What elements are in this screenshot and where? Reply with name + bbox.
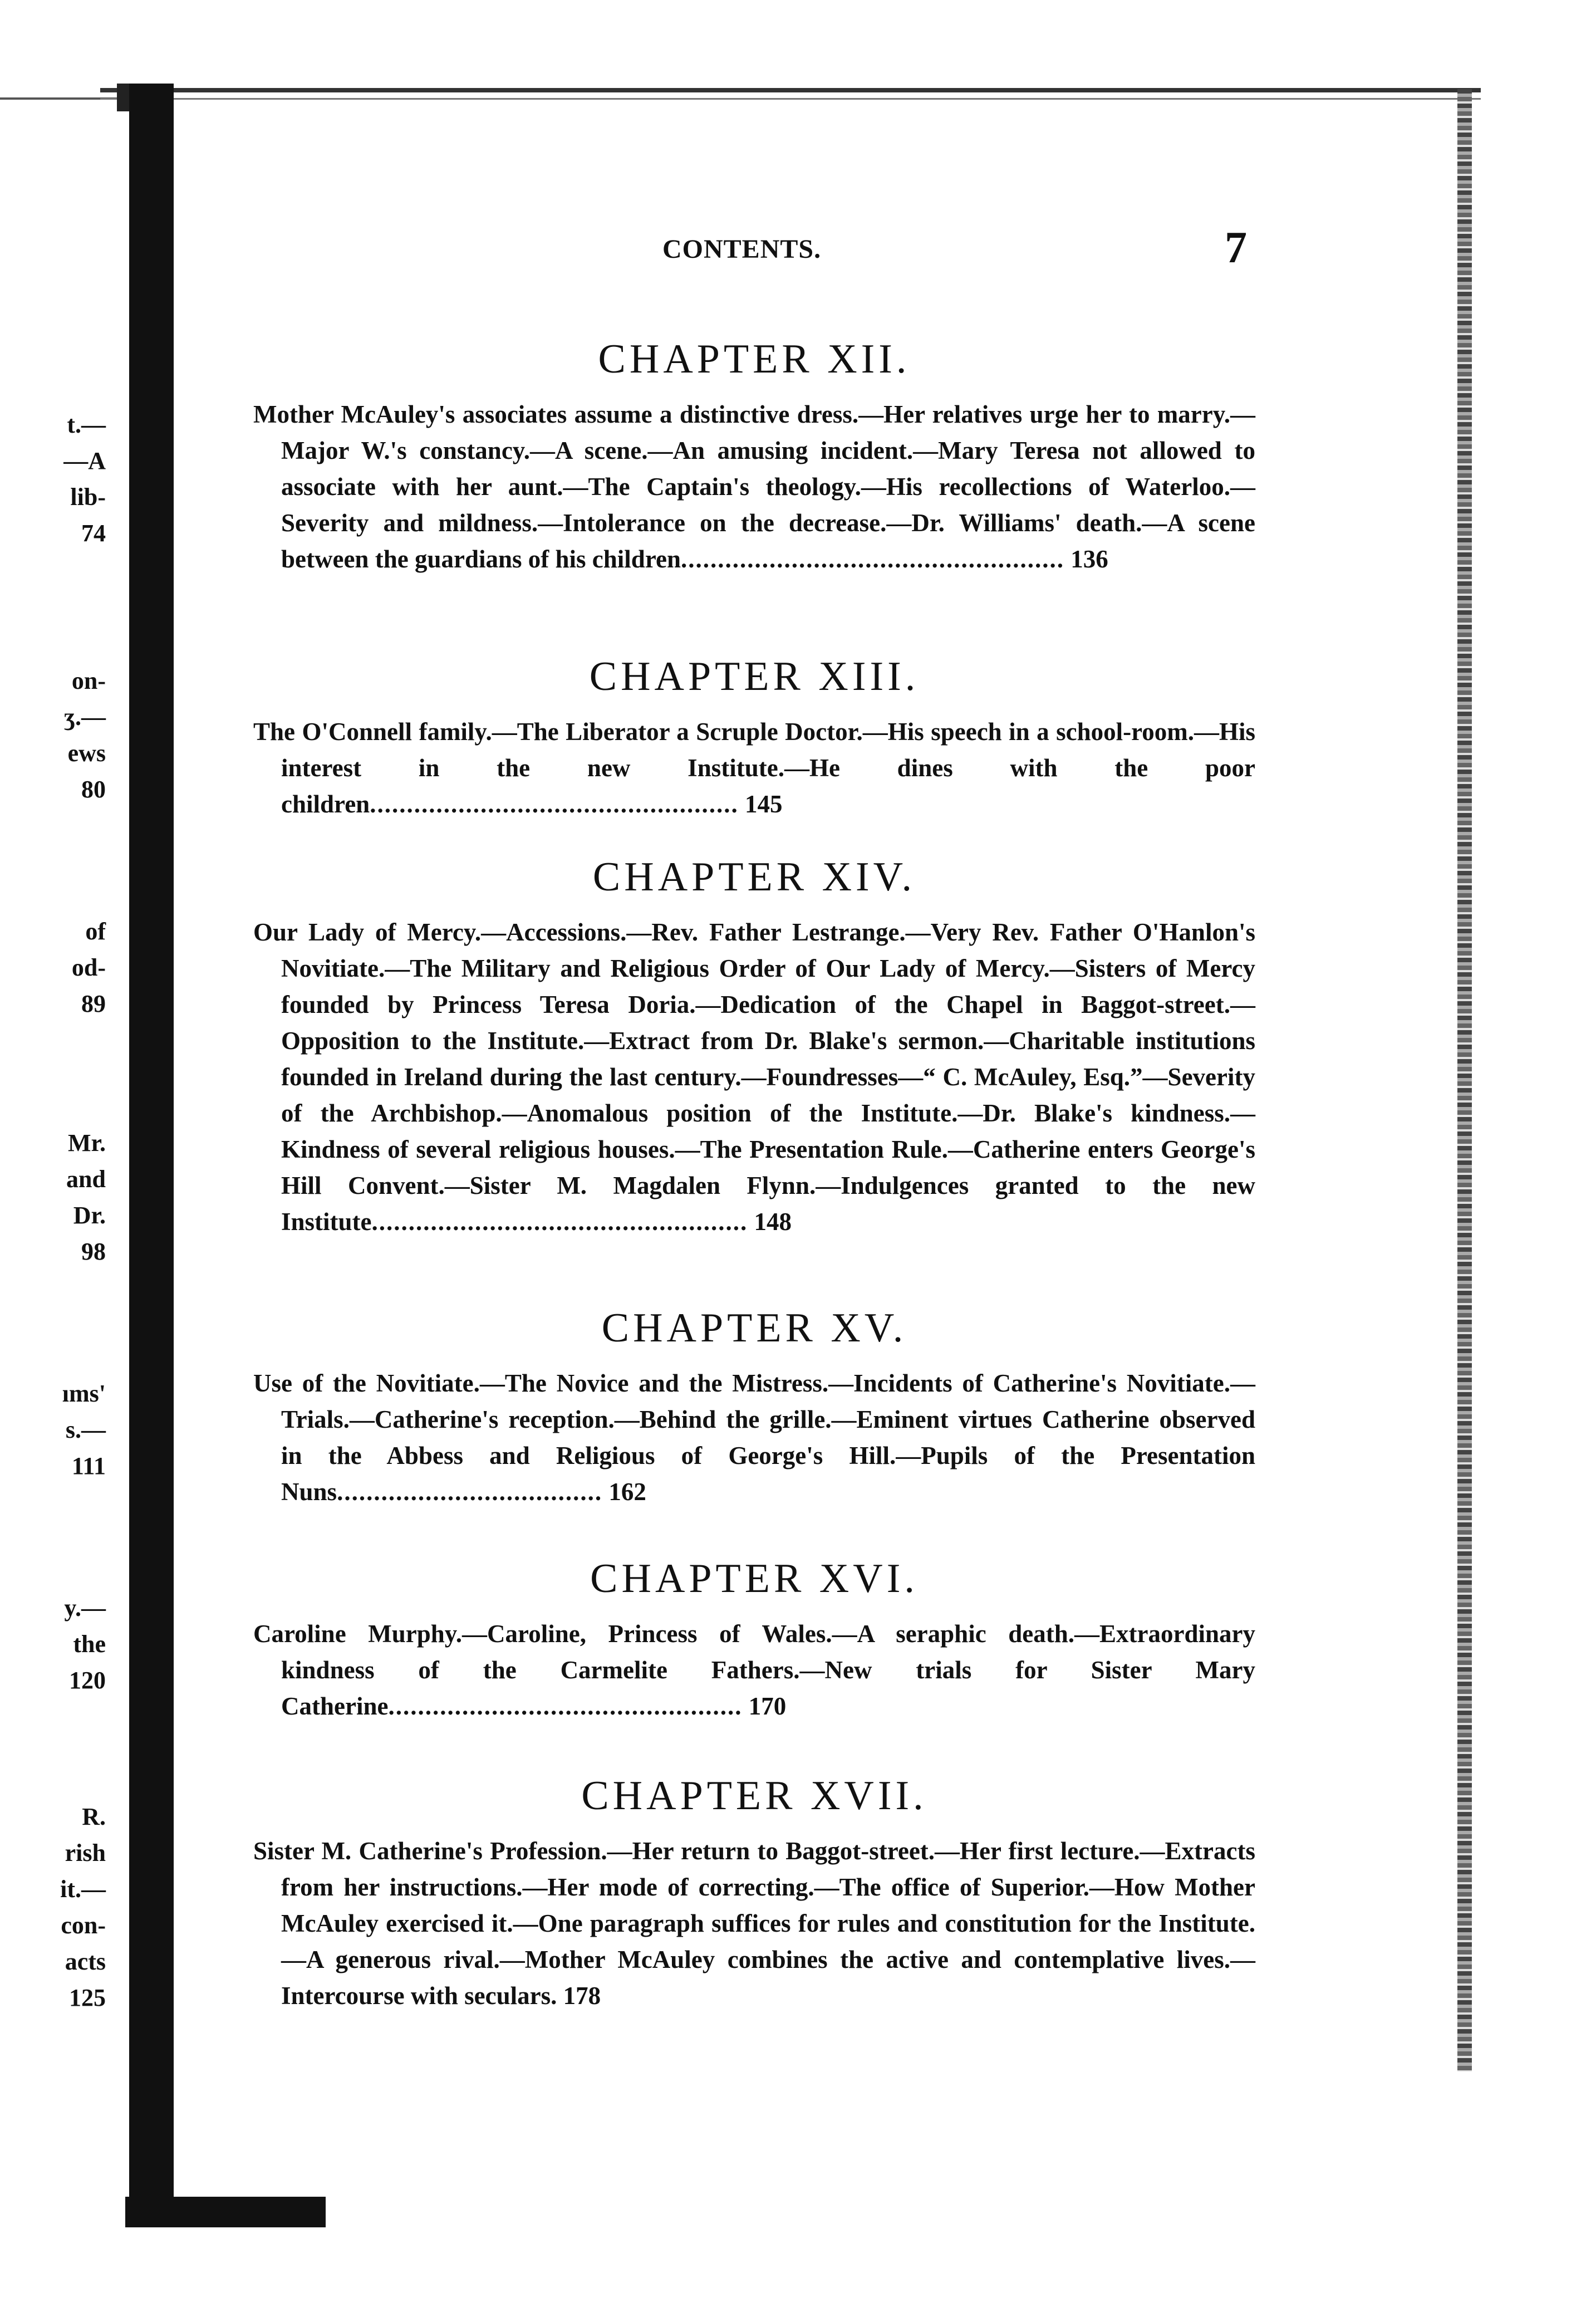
contents-entry-xiii [253,651,1255,822]
page-ref: 145 [744,790,783,818]
chapter-summary: The O'Connell family.—The Liberator a Scruple Doctor.—His speech in a school-room.—His interest in the new Institute.—He dines with the poor children.................................................. 145 [253,718,1255,818]
page-ref: 170 [748,1692,787,1720]
fragment: od- [71,954,106,981]
top-rule [100,88,1481,92]
chapter-heading: CHAPTER XIII. [589,654,920,699]
chapter-heading: CHAPTER XIV. [592,854,916,900]
book-spine-bar [129,84,174,2216]
chapter-heading: CHAPTER XII. [598,336,911,382]
chapter-heading: CHAPTER XVI. [590,1556,919,1601]
fragment: ʒ.— [63,703,106,731]
fragment: ıms' [62,1380,106,1407]
contents-entry-xv [253,1303,1255,1510]
chapter-summary: Sister M. Catherine's Profession.—Her return to Baggot-street.—Her first lecture.—Extracts from her instructions.—Her mode of correcting.—The office of Superior.—How Mother McAuley exercised it.—One paragraph suffices for rules and constitution for the Institute.—A generous rival.—Mother McAuley combines the active and contemplative lives.—Intercourse with seculars. 178 [253,1837,1255,2010]
fragment: R. [82,1803,106,1830]
fragment: on- [71,667,106,694]
fragment: 89 [81,990,106,1017]
chapter-heading: CHAPTER XVII. [581,1773,927,1819]
running-title: CONTENTS. [662,234,822,264]
fragment: 111 [71,1452,106,1480]
chapter-summary: Mother McAuley's associates assume a distinctive dress.—Her relatives urge her to marry.—Major W.'s constancy.—A scene.—An amusing incident.—Mary Teresa not allowed to associate with her aunt.—The Captain's theology.—His recollections of Waterloo.—Severity and mildness.—Intolerance on the decrease.—Dr. Williams' death.—A scene between the guardians of his children.................................................... 136 [253,400,1255,573]
page-ref: 162 [608,1478,646,1506]
fragment: ews [67,739,106,767]
fragment: —A [63,447,106,474]
fragment: 74 [81,520,106,547]
fragment: s.— [65,1416,106,1443]
fragment: 98 [81,1238,106,1265]
fragment: of [85,918,106,945]
fragment: Mr. [67,1129,106,1157]
page-ref: 178 [563,1982,601,2010]
fragment: con- [61,1912,106,1939]
chapter-summary: Use of the Novitiate.—The Novice and the Mistress.—Incidents of Catherine's Novitiate.—Trials.—Catherine's reception.—Behind the grille.—Eminent virtues Catherine observed in the Abbess and Religious of George's Hill.—Pupils of the Presentation Nuns.................................... 162 [253,1369,1255,1506]
fragment: rish [65,1839,106,1867]
fragment: acts [65,1948,106,1975]
fragment: t.— [67,411,106,438]
chapter-heading: CHAPTER XV. [601,1305,907,1351]
fragment: Dr. [73,1202,106,1229]
contents-entry-xvi [253,1554,1255,1725]
chapter-summary: Our Lady of Mercy.—Accessions.—Rev. Father Lestrange.—Very Rev. Father O'Hanlon's Novitiate.—The Military and Religious Order of Our Lady of Mercy.—Sisters of Mercy founded by Princess Teresa Doria.—Dedication of the Chapel in Baggot-street.—Opposition to the Institute.—Extract from Dr. Blake's sermon.—Charitable institutions founded in Ireland during the last century.—Foundresses—“ C. McAuley, Esq.”—Severity of the Archbishop.—Anomalous position of the Institute.—Dr. Blake's kindness.—Kindness of several religious houses.—The Presentation Rule.—Catherine enters George's Hill Convent.—Sister M. Magdalen Flynn.—Indulgences granted to the new Institute................................................... 148 [253,918,1255,1236]
fragment: and [66,1165,106,1193]
top-rule-thin [100,98,1481,100]
fragment: the [73,1630,106,1658]
spine-base [125,2197,326,2227]
fragment: lib- [70,483,106,511]
page-ref: 136 [1070,545,1108,573]
contents-entry-xiv [253,852,1255,1240]
right-page-edge [1457,89,1472,2071]
page-number: 7 [1225,223,1247,272]
page-ref: 148 [754,1208,792,1236]
fragment: 80 [81,776,106,803]
fragment: 120 [69,1667,106,1694]
contents-entry-xvii [253,1771,1255,2014]
fragment: 125 [69,1984,106,2011]
contents-entry-xii [253,334,1255,577]
fragment: it.— [60,1875,106,1903]
fragment: y.— [64,1594,106,1622]
chapter-summary: Caroline Murphy.—Caroline, Princess of Wales.—A seraphic death.—Extraordinary kindness of the Carmelite Fathers.—New trials for Sister Mary Catherine................................................ 170 [253,1620,1255,1720]
